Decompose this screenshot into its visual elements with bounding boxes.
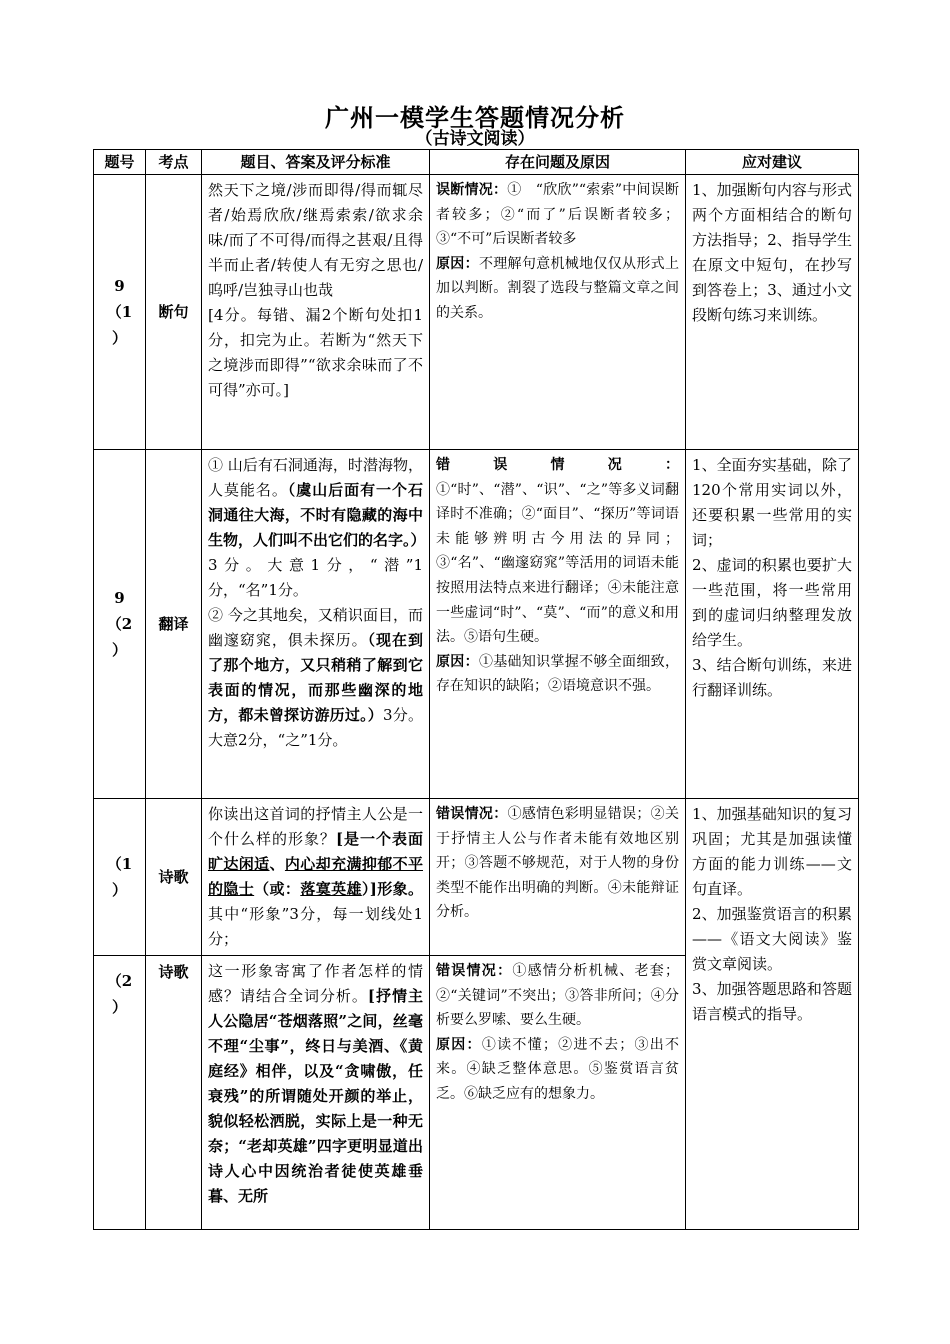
advice-item: 1、加强基础知识的复习巩固；尤其是加强读懂方面的能力训练——文句直译。: [692, 805, 852, 898]
cause-label: 原因：: [436, 653, 479, 670]
error-text: ① “欣欣”“索索”中间误断者较多；②“而了”后误断者较多；③“不可”后误断者较多: [436, 182, 680, 248]
table-row: [94, 175, 859, 450]
header-num: 题号: [94, 150, 146, 175]
header-question: 题目、答案及评分标准: [202, 150, 430, 175]
question-sentence-2: ② 今之其地矣，又稍识面目，而幽邃窈窕，俱未探历。: [208, 606, 423, 649]
exam-point: 诗歌: [146, 956, 202, 1230]
header-problem: 存在问题及原因: [430, 150, 686, 175]
advice-item: 3、加强答题思路和答题语言模式的指导。: [692, 980, 852, 1023]
page-subtitle: （古诗文阅读）: [415, 129, 535, 149]
advice-cell: [686, 799, 859, 1230]
problem-cell: [430, 175, 686, 450]
scoring-2: 3分。大意2分，“之”1分。: [208, 706, 423, 749]
question-cell: [202, 175, 430, 450]
advice-item: 3、结合断句训练，来进行翻译训练。: [692, 656, 852, 699]
advice-cell: [686, 450, 859, 799]
table-header-row: [94, 150, 859, 175]
cause-text: ①基础知识掌握不够全面细致，存在知识的缺陷；②语境意识不强。: [436, 653, 679, 695]
answer-part: [是一个表面: [335, 830, 423, 848]
error-text: ①感情色彩明显错误；②关于抒情主人公与作者未能有效地区别开；③答题不够规范，对于人物的身份类型不能作出明确的判断。④未能辩证分析。: [436, 806, 679, 921]
question-cell: [202, 450, 430, 799]
question-cell: [202, 956, 430, 1230]
question-number: 9 （2 ）: [94, 450, 146, 799]
question-cell: [202, 799, 430, 956]
error-text: ①感情分析机械、老套；②“关键词”不突出；③答非所问；④分析要么罗嗦、要么生硬。: [436, 963, 680, 1029]
error-label: 错误情况：: [436, 963, 513, 979]
cause-text: ①读不懂；②进不去；③出不来。④缺乏整体意思。⑤鉴赏语言贫乏。⑥缺乏应有的想象力。: [436, 1036, 680, 1102]
page-title: 广州一模学生答题情况分析: [325, 103, 625, 132]
answer-text: [抒情主人公隐居“苍烟落照”之间，丝毫不理“尘事”，终日与美酒、《黄庭经》相伴，以及“贪啸傲，任衰残”的所谓随处开颜的举止，貌似轻松洒脱，实际上是一种无奈；“老却英雄”四字更明显道出诗人心中因统治者徒使英雄垂暮、无所: [208, 987, 423, 1205]
table-row: [94, 799, 859, 956]
exam-point: 诗歌: [146, 799, 202, 956]
table-row: [94, 450, 859, 799]
question-number: （1 ）: [94, 799, 146, 956]
advice-item: 1、全面夯实基础，除了120个常用实词以外，还要积累一些常用的实词；: [692, 456, 852, 549]
answer-part: ）]形象。: [361, 880, 423, 898]
answer-part: （或：: [254, 880, 301, 898]
answer-2: （现在到了那个地方，又只稍稍了解到它表面的情况，而那些幽深的地方，都未曾探访游历过。）: [208, 631, 423, 724]
scoring-text: 其中“形象”3分，每一划线处1分；: [208, 905, 423, 948]
advice-item: 2、加强鉴赏语言的积累——《语文大阅读》鉴赏文章阅读。: [692, 905, 852, 973]
error-label: 错误情况：: [436, 457, 679, 473]
scoring-1: 3分。大意1分，“潜”1分，“名”1分。: [208, 556, 423, 599]
answer-underlined: 旷达闲适: [208, 855, 270, 873]
advice-cell: 1、加强断句内容与形式两个方面相结合的断句方法指导；2、指导学生在原文中短句，在抄写到答卷上；3、通过小文段断句练习来训练。: [686, 175, 859, 450]
error-text: ①“时”、“潜”、“识”、“之”等多义词翻译时不准确；②“面目”、“探历”等词语未能够辨明古今用法的异同；③“名”、“幽邃窈窕”等活用的词语未能按照用法特点来进行翻译；④未能注意一些虚词“时”、“莫”、“而”的意义和用法。⑤语句生硬。: [436, 481, 679, 646]
exam-point: 断句: [146, 175, 202, 450]
answer-part: 、: [269, 855, 285, 873]
cause-text: 不理解句意机械地仅仅从形式上加以判断。割裂了选段与整篇文章之间的关系。: [436, 255, 679, 321]
exam-point: 翻译: [146, 450, 202, 799]
answer-underlined: 内心却充满抑郁不平的隐士: [208, 855, 423, 898]
problem-cell: [430, 450, 686, 799]
analysis-table: [93, 149, 859, 1230]
question-number: （2 ）: [94, 956, 146, 1230]
header-advice: 应对建议: [686, 150, 859, 175]
question-text: 这一形象寄寓了作者怎样的情感？请结合全词分析。: [208, 962, 423, 1005]
question-text: 然天下之境/涉而即得/得而辄尽者/始焉欣欣/继焉索索/欲求余味/而了不可得/而得之甚艰/且得半而止者/转使人有无穷之思也/呜呼/岂独寻山也哉: [208, 181, 423, 299]
question-text: 你读出这首词的抒情主人公是一个什么样的形象？: [208, 805, 423, 848]
scoring-text: [4分。每错、漏2个断句处扣1分，扣完为止。若断为“然天下之境涉而即得”“欲求余味而了不可得”亦可。]: [208, 306, 423, 399]
header-point: 考点: [146, 150, 202, 175]
cause-label: 原因：: [436, 1036, 482, 1053]
advice-item: 2、虚词的积累也要扩大一些范围，将一些常用到的虚词归纳整理发放给学生。: [692, 556, 852, 649]
problem-cell: [430, 956, 686, 1230]
answer-underlined: 落寞英雄: [300, 880, 362, 898]
question-number: 9 （1 ）: [94, 175, 146, 450]
error-label: 错误情况：: [436, 806, 508, 822]
answer-1: （虞山后面有一个石洞通往大海，不时有隐藏的海中生物，人们叫不出它们的名字。）: [208, 481, 426, 549]
cause-label: 原因：: [436, 255, 479, 272]
question-sentence-1: ① 山后有石洞通海，时潜海物，人莫能名。: [208, 456, 423, 499]
problem-cell: [430, 799, 686, 956]
error-label: 误断情况：: [436, 182, 508, 198]
